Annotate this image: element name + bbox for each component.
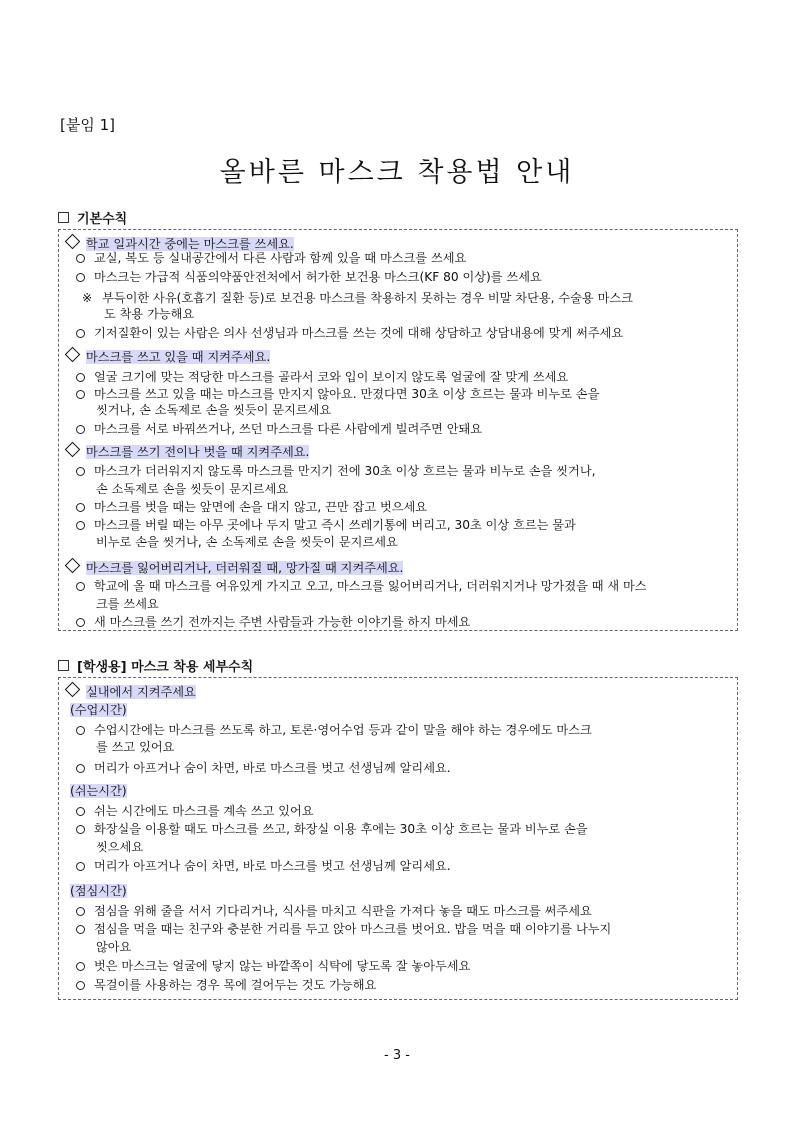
list-item-text: 얼굴 크기에 맞는 적당한 마스크를 골라서 코와 입이 보이지 않도록 얼굴에 잘 맞게 쓰세요 — [94, 370, 569, 384]
circle-bullet-icon — [76, 981, 85, 990]
subgroup-label — [70, 883, 127, 899]
circle-bullet-icon — [76, 726, 85, 735]
circle-bullet-icon — [76, 390, 85, 399]
list-item-continuation: 않아요 — [96, 940, 132, 954]
list-item — [76, 499, 427, 515]
diamond-icon — [65, 234, 81, 250]
list-item — [76, 421, 482, 437]
group-heading — [62, 684, 196, 700]
list-item-continuation: 크를 쓰세요 — [96, 597, 159, 611]
group-heading-text: 학교 일과시간 중에는 마스크를 쓰세요. — [86, 237, 294, 251]
diamond-icon — [65, 442, 81, 458]
list-item-continuation: 씻거나, 손 소독제로 손을 씻듯이 문지르세요 — [96, 403, 332, 417]
list-item — [76, 977, 376, 993]
list-item-continuation: 손 소독제로 손을 씻듯이 문지르세요 — [96, 482, 289, 496]
list-item-text: 마스크를 버릴 때는 아무 곳에나 두지 말고 즉시 쓰레기통에 버리고, 30초 이상 흐르는 물과 — [94, 518, 576, 532]
list-item-text: 학교에 올 때 마스크를 여유있게 가지고 오고, 마스크를 잃어버리거나, 더러워지거나 망가졌을 때 새 마스 — [94, 579, 647, 593]
circle-bullet-icon — [76, 925, 85, 934]
circle-bullet-icon — [76, 425, 85, 434]
list-item-text: 점심을 먹을 때는 친구와 충분한 거리를 두고 앉아 마스크를 벗어요. 밥을 먹을 때 이야기를 나누지 — [94, 922, 612, 936]
list-item — [76, 614, 470, 630]
list-item-continuation: 를 쓰고 있어요 — [96, 740, 175, 754]
circle-bullet-icon — [76, 521, 85, 530]
list-item — [76, 958, 470, 974]
list-item-text: 기저질환이 있는 사람은 의사 선생님과 마스크를 쓰는 것에 대해 상담하고 상담내용에 맞게 써주세요 — [94, 326, 624, 340]
list-item — [76, 760, 451, 776]
list-item — [76, 921, 611, 937]
circle-bullet-icon — [76, 618, 85, 627]
circle-bullet-icon — [76, 254, 85, 263]
list-item — [76, 517, 576, 533]
list-item-text: 목걸이를 사용하는 경우 목에 걸어두는 것도 가능해요 — [94, 978, 377, 992]
list-item-text: 새 마스크를 쓰기 전까지는 주변 사람들과 가능한 이야기를 하지 마세요 — [94, 615, 471, 629]
diamond-icon — [65, 682, 81, 698]
list-item — [76, 803, 314, 819]
diamond-icon — [65, 558, 81, 574]
list-item — [76, 369, 568, 385]
group-heading-text: 마스크를 쓰고 있을 때 지켜주세요. — [86, 350, 271, 364]
subgroup-label-text: (쉬는시간) — [70, 784, 127, 798]
list-item — [76, 386, 599, 402]
list-item-text: 마스크를 쓰고 있을 때는 마스크를 만지지 않아요. 만졌다면 30초 이상 흐르는 물과 비누로 손을 — [94, 387, 600, 401]
group-heading-text: 마스크를 잃어버리거나, 더러워질 때, 망가질 때 지켜주세요. — [86, 561, 404, 575]
list-item-text: 쉬는 시간에도 마스크를 계속 쓰고 있어요 — [94, 804, 314, 818]
circle-bullet-icon — [76, 907, 85, 916]
circle-bullet-icon — [76, 862, 85, 871]
circle-bullet-icon — [76, 467, 85, 476]
circle-bullet-icon — [76, 825, 85, 834]
list-item — [76, 250, 466, 266]
checkbox-square-icon — [58, 212, 69, 223]
list-item-continuation: 도 착용 가능해요 — [104, 307, 195, 321]
page-title: 올바른 마스크 착용법 안내 — [219, 157, 575, 188]
list-item — [76, 903, 592, 919]
list-item-text: 머리가 아프거나 숨이 차면, 바로 마스크를 벗고 선생님께 알리세요. — [94, 859, 451, 873]
list-item — [76, 821, 588, 837]
list-item-text: 교실, 복도 등 실내공간에서 다른 사람과 함께 있을 때 마스크를 쓰세요 — [94, 251, 467, 265]
page-number: - 3 - — [384, 1048, 410, 1063]
list-item-continuation: 비누로 손을 씻거나, 손 소독제로 손을 씻듯이 문지르세요 — [96, 535, 398, 549]
list-item — [76, 858, 451, 874]
group-heading — [62, 349, 270, 365]
circle-bullet-icon — [76, 373, 85, 382]
list-item-text: 벗은 마스크는 얼굴에 닿지 않는 바깥쪽이 식탁에 닿도록 잘 놓아두세요 — [94, 959, 471, 973]
section1-heading: 기본수칙 — [58, 208, 127, 227]
section2-heading: [학생용] 마스크 착용 세부수칙 — [58, 656, 253, 675]
circle-bullet-icon — [76, 503, 85, 512]
circle-bullet-icon — [76, 962, 85, 971]
list-item — [76, 578, 647, 594]
list-item-text: 점심을 위해 줄을 서서 기다리거나, 식사를 마치고 식판을 가져다 놓을 때도 마스크를 써주세요 — [94, 904, 592, 918]
list-item-text: 수업시간에는 마스크를 쓰도록 하고, 토론·영어수업 등과 같이 말을 해야 하는 경우에도 마스크 — [94, 723, 592, 737]
circle-bullet-icon — [76, 764, 85, 773]
list-item — [82, 290, 633, 306]
group-heading-text: 실내에서 지켜주세요 — [86, 685, 196, 699]
subgroup-label-text: (수업시간) — [70, 703, 127, 717]
list-item — [76, 269, 542, 285]
subgroup-label-text: (점심시간) — [70, 884, 127, 898]
list-item-text: 마스크를 서로 바꿔쓰거나, 쓰던 마스크를 다른 사람에게 빌려주면 안돼요 — [94, 422, 483, 436]
list-item-text: 화장실을 이용할 때도 마스크를 쓰고, 화장실 이용 후에는 30초 이상 흐르는 물과 비누로 손을 — [94, 822, 588, 836]
group-heading — [62, 444, 309, 460]
note-mark: ※ — [82, 291, 97, 305]
circle-bullet-icon — [76, 273, 85, 282]
list-item-text: 마스크는 가급적 식품의약품안전처에서 허가한 보건용 마스크(KF 80 이상)를 쓰세요 — [94, 270, 542, 284]
list-item — [76, 722, 592, 738]
list-item — [76, 325, 623, 341]
subgroup-label — [70, 783, 127, 799]
circle-bullet-icon — [76, 582, 85, 591]
group-heading-text: 마스크를 쓰기 전이나 벗을 때 지켜주세요. — [86, 445, 310, 459]
circle-bullet-icon — [76, 329, 85, 338]
circle-bullet-icon — [76, 807, 85, 816]
list-item-continuation: 씻으세요 — [96, 840, 144, 854]
list-item-text: 부득이한 사유(호흡기 질환 등)로 보건용 마스크를 착용하지 못하는 경우 비말 차단용, 수술용 마스크 — [102, 291, 633, 305]
list-item — [76, 463, 595, 479]
diamond-icon — [65, 347, 81, 363]
subgroup-label — [70, 702, 127, 718]
checkbox-square-icon — [58, 660, 69, 671]
list-item-text: 마스크를 벗을 때는 앞면에 손을 대지 않고, 끈만 잡고 벗으세요 — [94, 500, 428, 514]
list-item-text: 머리가 아프거나 숨이 차면, 바로 마스크를 벗고 선생님께 알리세요. — [94, 761, 451, 775]
group-heading — [62, 560, 403, 576]
attachment-label: [붙임 1] — [60, 116, 115, 134]
list-item-text: 마스크가 더러워지지 않도록 마스크를 만지기 전에 30초 이상 흐르는 물과 비누로 손을 씻거나, — [94, 464, 596, 478]
